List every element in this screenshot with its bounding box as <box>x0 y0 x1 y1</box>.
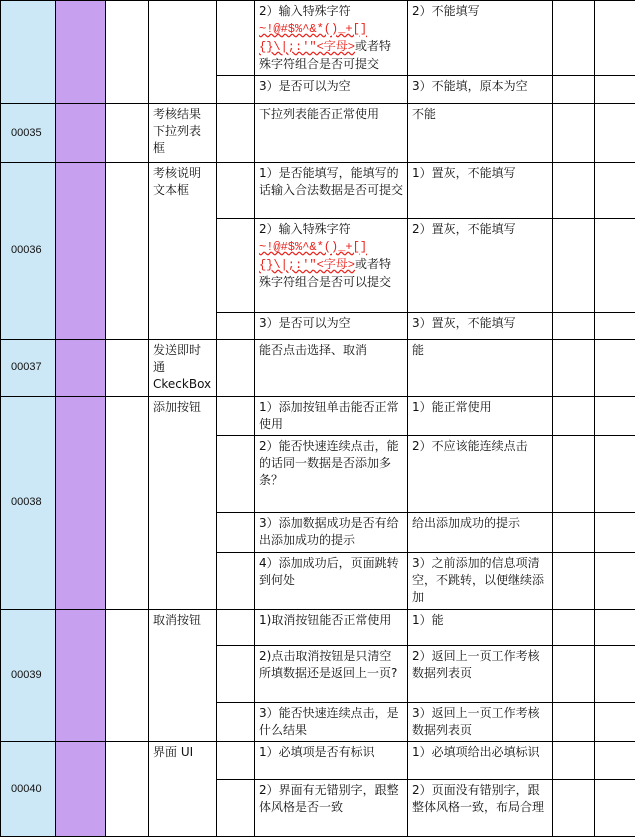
expected-result-cell: 2）页面没有错别字，跟整体风格一致，布局合理 <box>408 779 553 836</box>
spacer-cell <box>217 219 255 313</box>
table-row <box>1 339 635 396</box>
check-point-cell <box>255 779 408 836</box>
remark-cell <box>595 609 635 645</box>
check-text: 下拉列表能否正常使用 <box>259 107 380 122</box>
check-text: 1）是否能填写，能填写的话输入合法数据是否可提交 <box>259 165 404 197</box>
actual-result-cell <box>553 219 595 313</box>
check-point-cell <box>255 313 408 339</box>
check-text-tail: 或者特殊字符组合是否可以提交 <box>259 257 392 290</box>
case-id-cell: 00038 <box>1 396 56 609</box>
case-id-cell: 00040 <box>1 742 56 837</box>
case-id-cell: 00039 <box>1 609 56 742</box>
expected-result-cell: 2）返回上一页工作考核数据列表页 <box>408 646 553 703</box>
remark-cell <box>595 104 635 162</box>
check-point-cell <box>255 742 408 779</box>
check-text: 2）输入特殊字符 <box>259 222 351 237</box>
remark-cell <box>595 339 635 396</box>
expected-result-cell: 2）不应该能连续点击 <box>408 436 553 513</box>
check-point-cell <box>255 552 408 609</box>
check-point-cell <box>255 104 408 162</box>
check-point-cell <box>255 646 408 703</box>
remark-cell <box>595 1 635 76</box>
actual-result-cell <box>553 513 595 552</box>
check-point-cell <box>255 609 408 645</box>
empty-column-cell <box>106 609 149 742</box>
check-text: 1)取消按钮能否正常使用 <box>259 612 392 627</box>
test-item-cell: 考核结果下拉列表框 <box>149 104 217 162</box>
empty-column-cell <box>106 339 149 396</box>
check-point-cell <box>255 339 408 396</box>
spacer-cell <box>217 436 255 513</box>
spacer-cell <box>217 162 255 218</box>
actual-result-cell <box>553 76 595 104</box>
purple-column-cell <box>56 396 106 609</box>
check-point-cell <box>255 396 408 435</box>
spacer-cell <box>217 552 255 609</box>
spacer-cell <box>217 646 255 703</box>
check-point-cell <box>255 162 408 218</box>
case-id-cell: 00036 <box>1 162 56 339</box>
table-row <box>1 742 635 779</box>
actual-result-cell <box>553 552 595 609</box>
expected-result-cell: 1）能正常使用 <box>408 396 553 435</box>
spacer-cell <box>217 779 255 836</box>
actual-result-cell <box>553 104 595 162</box>
special-chars: ~!@#$%^&*()_+[]{}\|;:'"<字母> <box>259 22 368 54</box>
remark-cell <box>595 513 635 552</box>
spacer-cell <box>217 703 255 742</box>
spacer-cell <box>217 742 255 779</box>
expected-result-cell: 3）不能填，原本为空 <box>408 76 553 104</box>
purple-column-cell <box>56 742 106 837</box>
expected-result-cell: 给出添加成功的提示 <box>408 513 553 552</box>
test-item-cell: 发送即时通CkeckBox <box>149 339 217 396</box>
spacer-cell <box>217 1 255 76</box>
test-item-cell: 界面 UI <box>149 742 217 837</box>
remark-cell <box>595 162 635 218</box>
purple-column-cell <box>56 162 106 339</box>
expected-result-cell: 3）之前添加的信息项清空，不跳转，以便继续添加 <box>408 552 553 609</box>
spacer-cell <box>217 609 255 645</box>
check-text-tail: 或者特殊字符组合是否可提交 <box>259 39 392 71</box>
empty-column-cell <box>106 104 149 162</box>
test-item-cell: 考核说明文本框 <box>149 162 217 339</box>
case-id-cell: 00035 <box>1 104 56 162</box>
remark-cell <box>595 552 635 609</box>
check-text: 2）界面有无错别字，跟整体风格是否一致 <box>259 782 399 814</box>
check-text: 3）能否快速连续点击，是什么结果 <box>259 706 399 738</box>
expected-result-cell: 3）返回上一页工作考核数据列表页 <box>408 703 553 742</box>
spacer-cell <box>217 339 255 396</box>
empty-column-cell <box>106 396 149 609</box>
remark-cell <box>595 219 635 313</box>
check-point-cell <box>255 76 408 104</box>
table-row <box>1 396 635 435</box>
test-item-cell <box>149 1 217 104</box>
check-point-cell <box>255 436 408 513</box>
expected-result-cell: 1）能 <box>408 609 553 645</box>
spacer-cell <box>217 313 255 339</box>
spacer-cell <box>217 396 255 435</box>
special-chars: ~!@#$%^&*()_+[]{}\|;:'"<字母> <box>259 240 368 273</box>
check-point-cell <box>255 703 408 742</box>
check-point-cell <box>255 219 408 313</box>
actual-result-cell <box>553 609 595 645</box>
remark-cell <box>595 396 635 435</box>
remark-cell <box>595 703 635 742</box>
check-point-cell <box>255 1 408 76</box>
actual-result-cell <box>553 779 595 836</box>
spacer-cell <box>217 104 255 162</box>
actual-result-cell <box>553 313 595 339</box>
expected-result-cell: 1）必填项给出必填标识 <box>408 742 553 779</box>
table-row <box>1 1 635 76</box>
remark-cell <box>595 436 635 513</box>
table-row <box>1 609 635 645</box>
check-text: 4）添加成功后，页面跳转到何处 <box>259 555 399 587</box>
empty-column-cell <box>106 742 149 837</box>
purple-column-cell <box>56 609 106 742</box>
remark-cell <box>595 779 635 836</box>
table-row <box>1 162 635 218</box>
test-item-cell: 取消按钮 <box>149 609 217 742</box>
actual-result-cell <box>553 742 595 779</box>
expected-result-cell: 1）置灰，不能填写 <box>408 162 553 218</box>
check-text: 3）添加数据成功是否有给出添加成功的提示 <box>259 516 399 548</box>
table-row <box>1 104 635 162</box>
check-text: 1）添加按钮单击能否正常使用 <box>259 399 399 431</box>
remark-cell <box>595 313 635 339</box>
case-id-cell: 00037 <box>1 339 56 396</box>
remark-cell <box>595 742 635 779</box>
check-text: 2）输入特殊字符 <box>259 4 351 18</box>
actual-result-cell <box>553 339 595 396</box>
empty-column-cell <box>106 1 149 104</box>
check-text: 2)点击取消按钮是只清空所填数据还是返回上一页? <box>259 649 398 681</box>
expected-result-cell: 不能 <box>408 104 553 162</box>
check-text: 3）是否可以为空 <box>259 316 351 331</box>
actual-result-cell <box>553 162 595 218</box>
purple-column-cell <box>56 104 106 162</box>
actual-result-cell <box>553 646 595 703</box>
check-text: 1）必填项是否有标识 <box>259 745 375 760</box>
check-point-cell <box>255 513 408 552</box>
spacer-cell <box>217 76 255 104</box>
expected-result-cell: 3）置灰，不能填写 <box>408 313 553 339</box>
check-text: 能否点击选择、取消 <box>259 342 368 357</box>
actual-result-cell <box>553 396 595 435</box>
remark-cell <box>595 76 635 104</box>
test-item-cell: 添加按钮 <box>149 396 217 609</box>
check-text: 2）能否快速连续点击，能的话同一数据是否添加多条？ <box>259 439 399 488</box>
purple-column-cell <box>56 339 106 396</box>
expected-result-cell: 2）不能填写 <box>408 1 553 76</box>
actual-result-cell <box>553 1 595 76</box>
case-id-cell <box>1 1 56 104</box>
check-text: 3）是否可以为空 <box>259 79 351 94</box>
expected-result-cell: 能 <box>408 339 553 396</box>
remark-cell <box>595 646 635 703</box>
actual-result-cell <box>553 436 595 513</box>
spacer-cell <box>217 513 255 552</box>
purple-column-cell <box>56 1 106 104</box>
actual-result-cell <box>553 703 595 742</box>
expected-result-cell: 2）置灰，不能填写 <box>408 219 553 313</box>
empty-column-cell <box>106 162 149 339</box>
